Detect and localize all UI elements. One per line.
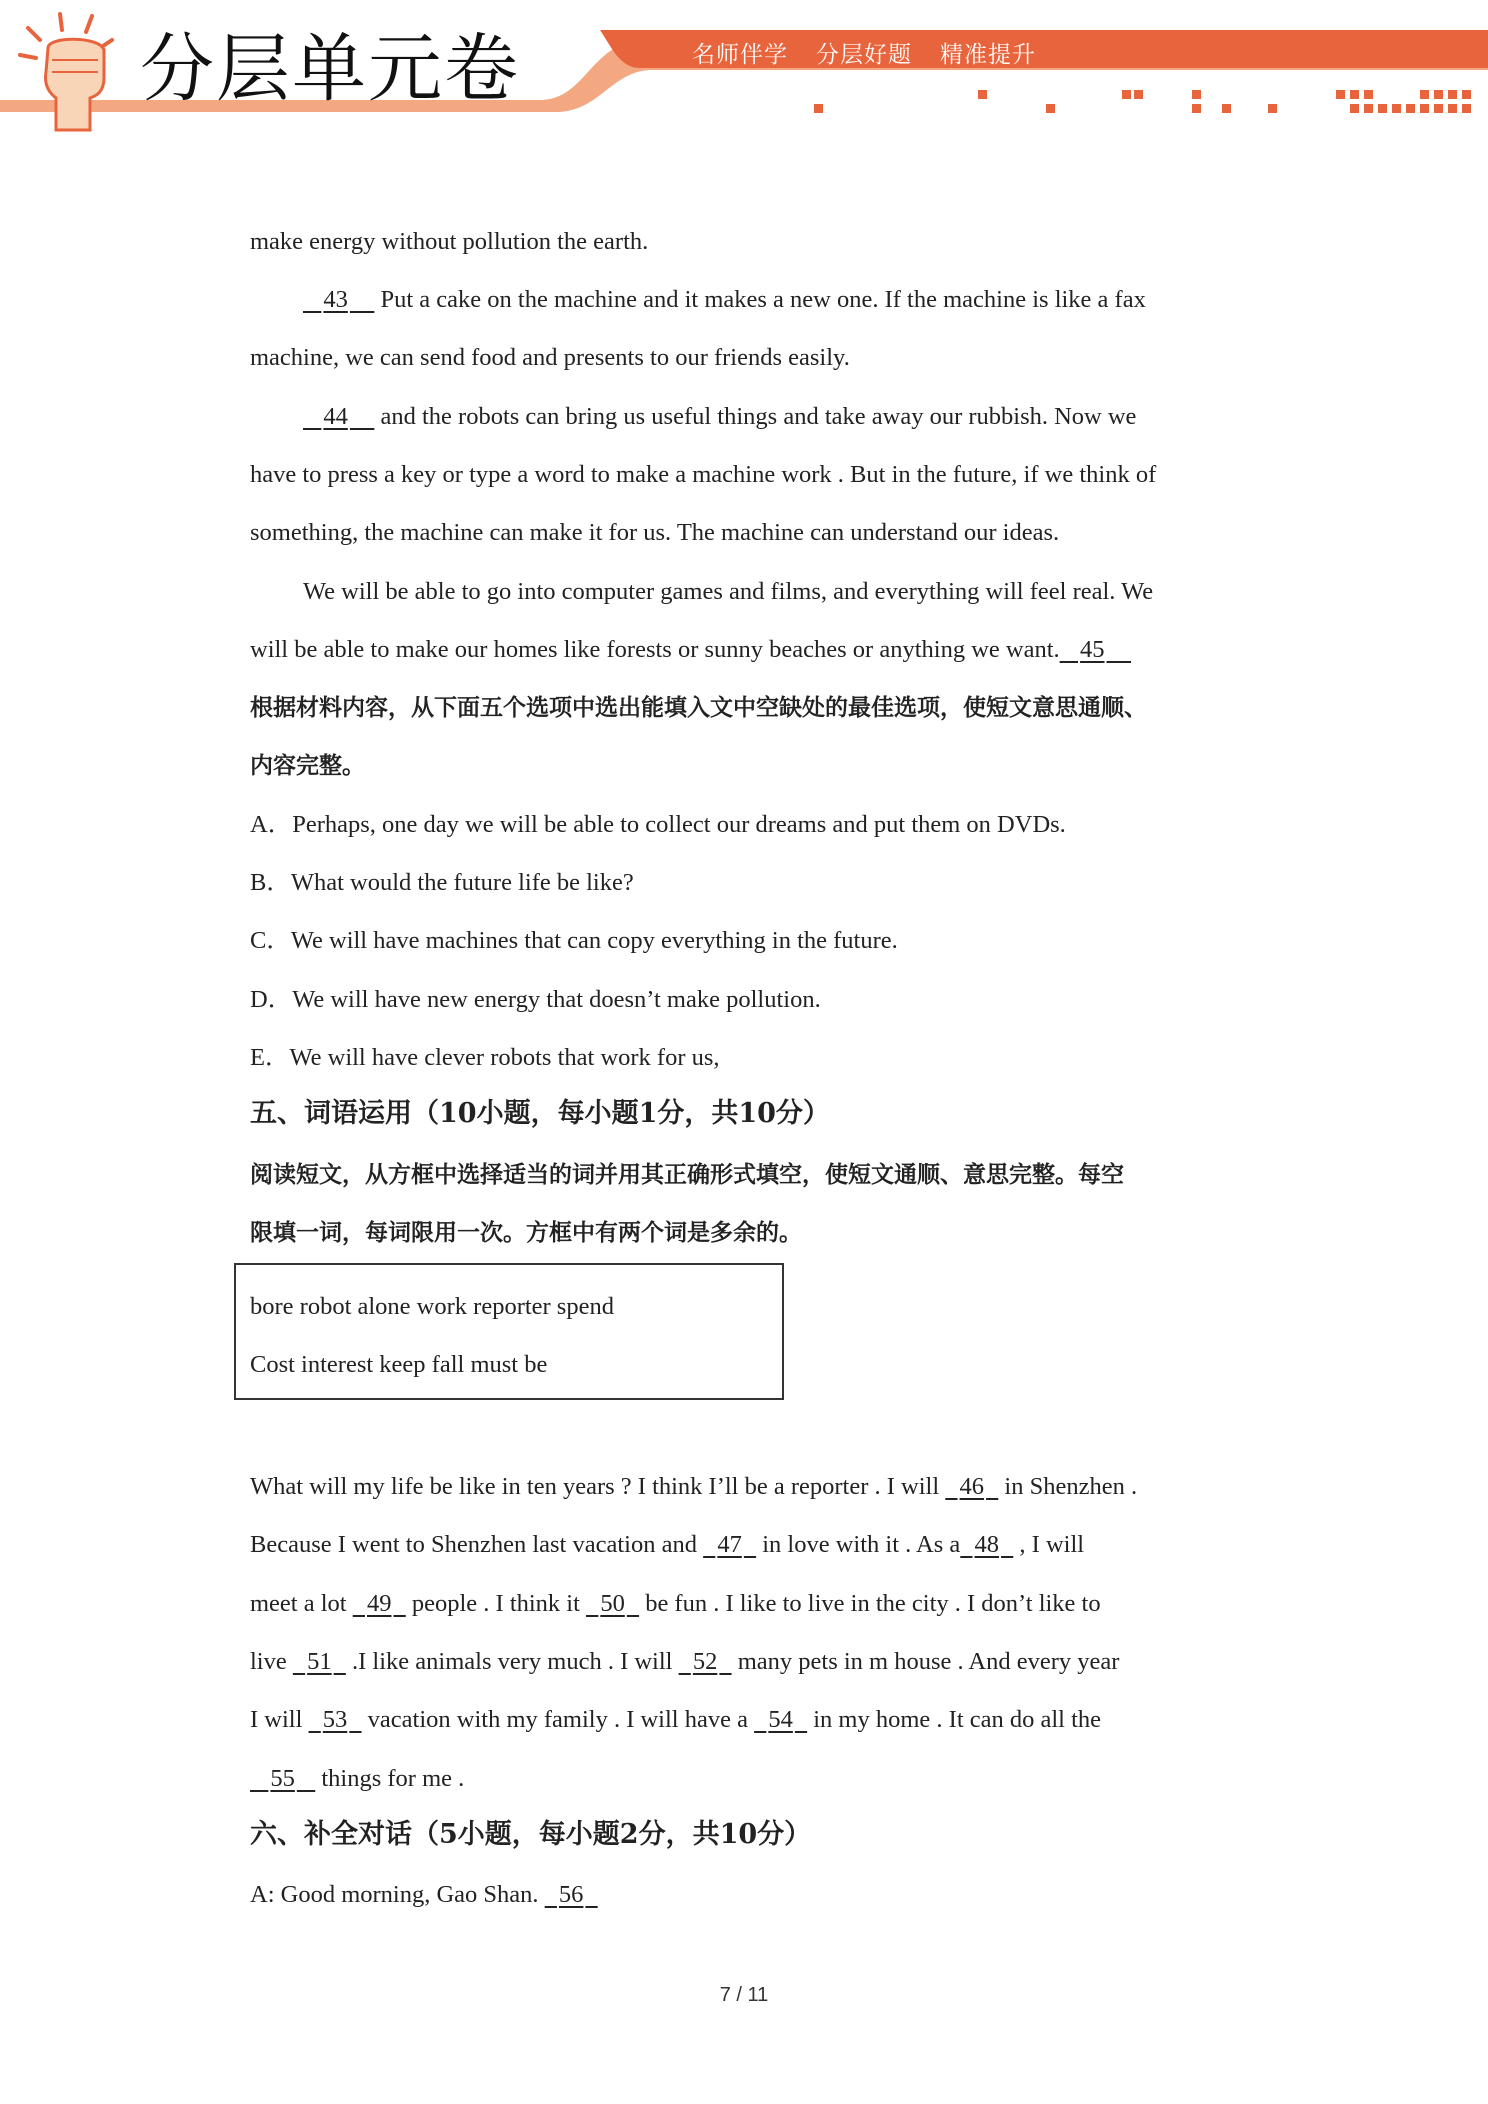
page-header [0,0,1488,140]
answer-blank [303,286,321,313]
answer-blank-45: 45 [1080,636,1105,663]
word-box-line: Cost interest keep fall must be [250,1351,548,1378]
answer-blank-47: 47 [717,1531,742,1558]
instruction-line: 限填一词，每词限用一次。方框中有两个词是多余的。 [250,1220,802,1246]
passage-line: We will be able to go into computer games and films, and everything will feel real. We [303,578,1154,605]
passage-line [250,635,1131,665]
dialogue-line: A: Good morning, Gao Shan. 56 [250,1881,584,1908]
cloze-line: live 51 .I like animals very much . I will 52 many pets in m house . And every year [250,1648,1120,1675]
answer-blank-52: 52 [692,1648,718,1675]
option-e: E．We will have clever robots that work for us, [250,1044,720,1071]
section-title: 五、词语运用（10小题，每小题1分，共10分） [250,1098,830,1129]
brand-title: 分层单元卷 [140,26,520,112]
answer-blank-51: 51 [307,1648,332,1675]
passage-line: machine, we can send food and presents to our friends easily. [250,344,850,371]
option-b: B．What would the future life be like? [250,869,634,896]
passage-line [303,402,1136,432]
cloze-line: 55 things for me . [270,1765,465,1792]
header-slogan [692,36,1064,69]
answer-blank-56: 56 [558,1881,584,1908]
cloze-line: meet a lot 49 people . I think it 50 be fun . I like to live in the city . I don’t like to [250,1590,1101,1617]
answer-blank-48: 48 [974,1531,1000,1558]
instruction-line: 阅读短文，从方框中选择适当的词并用其正确形式填空，使短文通顺、意思完整。每空 [250,1162,1124,1188]
word-box-line: bore robot alone work reporter spend [250,1293,614,1320]
passage-line: make energy without pollution the earth. [250,228,649,255]
answer-blank-50: 50 [600,1590,625,1617]
passage-line: have to press a key or type a word to make a machine work . But in the future, if we think of [250,461,1157,488]
answer-blank-44: 44 [323,403,348,430]
slogan-1: 名师伴学 [692,42,788,68]
instruction-line: 根据材料内容，从下面五个选项中选出能填入文中空缺处的最佳选项，使短文意思通顺、 [250,695,1147,721]
option-a: A．Perhaps, one day we will be able to collect our dreams and put them on DVDs. [250,811,1066,838]
page-number: 7 / 11 [719,1984,769,2006]
answer-blank-46: 46 [959,1473,985,1500]
slogan-2: 分层好题 [816,42,912,68]
passage-text: Put a cake on the machine and it makes a new one. If the machine is like a fax [380,286,1146,313]
answer-blank-55: 55 [270,1765,295,1792]
fist-icon [20,14,112,130]
answer-blank-53: 53 [322,1706,348,1733]
passage-line [303,285,1146,315]
passage-line: something, the machine can make it for us. The machine can understand our ideas. [250,519,1060,546]
cloze-line: Because I went to Shenzhen last vacation and 47 in love with it . As a 48 , I will [250,1531,1085,1558]
passage-text: will be able to make our homes like forests or sunny beaches or anything we want. [250,636,1060,663]
answer-blank-49: 49 [366,1590,392,1617]
option-c: C．We will have machines that can copy everything in the future. [250,927,898,954]
option-d: D．We will have new energy that doesn’t make pollution. [250,986,821,1013]
cloze-line: I will 53 vacation with my family . I will have a 54 in my home . It can do all the [250,1706,1102,1733]
answer-blank-43: 43 [323,286,348,313]
cloze-line: What will my life be like in ten years ? I think I’ll be a reporter . I will 46 in Shenzhen . [250,1473,1138,1500]
instruction-line: 内容完整。 [250,753,365,779]
slogan-3: 精准提升 [940,42,1036,68]
passage-text: and the robots can bring us useful things and take away our rubbish. Now we [380,403,1137,430]
answer-blank-54: 54 [768,1706,793,1733]
header-dots [814,90,1471,113]
section-title: 六、补全对话（5小题，每小题2分，共10分） [250,1819,812,1850]
